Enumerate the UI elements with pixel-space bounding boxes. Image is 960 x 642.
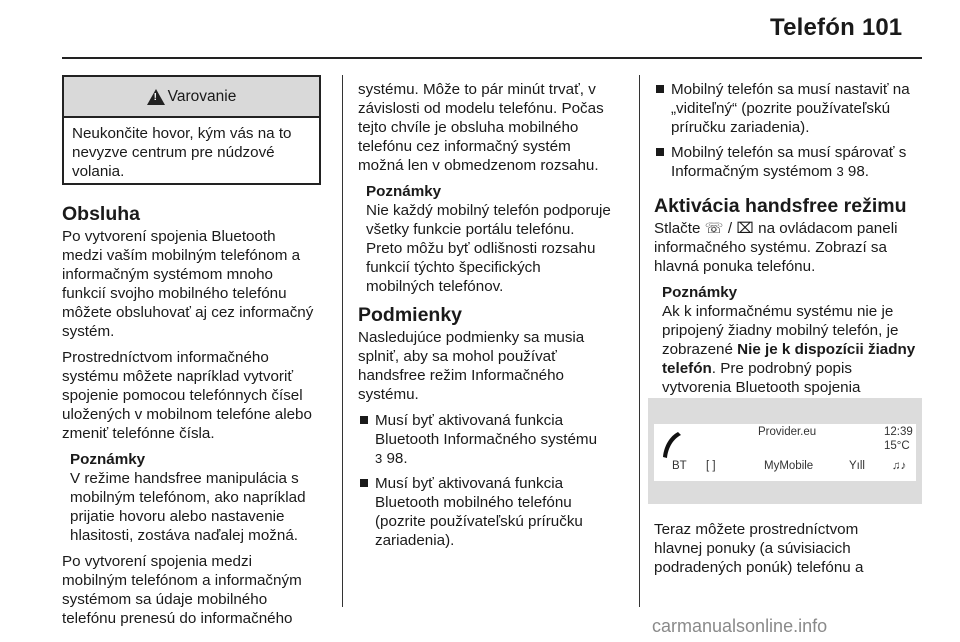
text-line: funkcií svojho mobilného telefónu [62,285,287,302]
text-line: telefónu cez informačný systém [358,138,571,155]
text-line: zariadenia). [375,532,455,549]
text-line: spojenie pomocou telefónnych čísel [62,387,303,404]
display-screen [654,424,916,481]
text-fragment: Informačným systémom [671,163,833,180]
text-fragment: na ovládacom paneli [758,220,898,237]
text-line: Preto môžu byť odlišnosti rozsahu [366,240,596,257]
text-line: Prostredníctvom informačného [62,349,269,366]
warning-box [62,75,321,185]
paragraph [654,219,928,276]
page-number: 101 [862,14,903,41]
text-line: Po vytvorení spojenia medzi [62,553,252,570]
page-reference[interactable]: 98. [847,163,870,180]
paragraph [62,227,332,341]
warning-title: Varovanie [167,87,237,105]
text-line: mobilných telefónov. [366,278,504,295]
text-line: handsfree režim Informačného [358,367,564,384]
text-line: mobilným telefónom, ako napríklad [70,489,306,506]
text-fragment: Stlačte [654,220,701,237]
mute-icon: ⌧ [736,220,754,237]
text-line: systému. [358,386,419,403]
text-line: systém. [62,323,115,340]
warning-line: Neukončite hovor, kým vás na to [72,125,292,142]
text-line: hlasitosti, zostáva naďalej možná. [70,527,298,544]
text-line: uložených v mobilnom telefóne alebo [62,406,312,423]
text-line [375,449,630,468]
text-line: Teraz môžete prostredníctvom [654,521,859,538]
text-line: Nie každý mobilný telefón podporuje [366,202,611,219]
warning-line: volania. [72,163,125,180]
music-icon: ♫♪ [892,460,907,472]
page-reference[interactable]: 98. [386,450,408,467]
text-line [671,162,928,181]
text-line: V režime handsfree manipulácia s [70,470,299,487]
column-divider [342,75,343,607]
text-line: tejto chvíle je obsluha mobilného [358,119,579,136]
warning-triangle-icon: ! [147,89,165,105]
temperature: 15°C [884,440,910,452]
bullet-square-icon [360,416,368,424]
clock: 12:39 [884,426,913,438]
column-divider [639,75,640,607]
section-heading-obsluha: Obsluha [62,203,141,225]
text-line: podradených ponúk) telefónu a [654,559,864,576]
text-line: splniť, aby sa mohol používať [358,348,557,365]
text-line [662,359,928,378]
text-line: systémom sa údaje mobilného [62,591,268,608]
column-1 [62,195,332,635]
page-reference-icon: 3 [836,164,844,179]
text-line: Nasledujúce podmienky sa musia [358,329,585,346]
text-line: mobilným telefónom a informačným [62,572,302,589]
text-fragment: / [727,220,733,237]
text-line: Mobilný telefón sa musí nastaviť na [671,81,910,98]
text-line: systému môžete napríklad vytvoriť [62,368,294,385]
text-line: môžete obsluhovať aj cez informačný [62,304,314,321]
text-line: Bluetooth mobilného telefónu [375,494,572,511]
text-line: vytvorenia Bluetooth spojenia [662,379,861,396]
paragraph [62,348,332,443]
text-line: príručku zariadenia). [671,119,810,136]
warning-header [64,77,319,118]
text-line: všetky funkcie portálu telefónu. [366,221,575,238]
bullet-square-icon [656,85,664,93]
text-line: pripojený žiadny mobilný telefón, je [662,322,899,339]
text-line: „viditeľný“ (pozrite používateľskú [671,100,891,117]
text-line: telefónu prenesú do informačného [62,610,293,627]
bullet-square-icon [656,148,664,156]
provider-name: Provider.eu [758,426,817,438]
note-title: Poznámky [662,284,738,301]
text-line: zmeniť telefónne čísla. [62,425,215,442]
bracket-indicator: [ ] [706,460,716,472]
text-line [662,340,928,359]
note-title: Poznámky [70,451,146,468]
display-screenshot [648,398,922,504]
warning-line: nevyzve centrum pre núdzové [72,144,275,161]
page-header-title: Telefón [770,14,855,41]
note-title: Poznámky [366,183,442,200]
column-2 [358,80,630,556]
bluetooth-label: BT [672,460,687,472]
note [62,450,332,545]
text-fragment: Nie je k dispozícii žiadny [737,341,916,358]
note [358,182,630,296]
bullet-item [654,80,928,137]
header-rule [62,57,922,59]
text-line: Bluetooth Informačného systému [375,431,598,448]
text-line: Ak k informačnému systému nie je [662,303,894,320]
text-line: medzi vaším mobilným telefónom a [62,247,301,264]
bullet-item [654,143,928,181]
text-line: informačným systémom mnoho [62,266,274,283]
text-line: Musí byť aktivovaná funkcia [375,475,564,492]
text-line: možná len v obmedzenom rozsahu. [358,157,599,174]
note [654,283,928,416]
phone-name: MyMobile [764,460,814,472]
text-line: závislosti od modelu telefónu. Počas [358,100,604,117]
section-heading-podmienky: Podmienky [358,304,463,326]
signal-strength-icon: Yıll [849,460,865,472]
warning-text [64,118,319,187]
handset-icon [660,430,684,460]
text-line: prijatie hovoru alebo nastavenie [70,508,285,525]
text-line: Musí byť aktivovaná funkcia [375,412,564,429]
text-line: systému. Môže to pár minút trvať, v [358,81,596,98]
text-line: Po vytvorení spojenia Bluetooth [62,228,276,245]
text-line: hlavná ponuka telefónu. [654,258,816,275]
paragraph [358,80,630,175]
text-fragment: . Pre podrobný popis [711,360,852,377]
paragraph [62,552,332,628]
section-heading-aktivacia: Aktivácia handsfree režimu [654,195,907,217]
watermark: carmanualsonline.info [652,616,828,636]
text-line [654,219,928,238]
phone-icon: ☏ [704,220,724,237]
bullet-square-icon [360,479,368,487]
text-fragment: zobrazené [662,341,733,358]
text-line: hlavnej ponuky (a súvisiacich [654,540,851,557]
paragraph [358,328,630,404]
text-line: informačného systému. Zobrazí sa [654,239,887,256]
column-3 [654,80,928,423]
text-line: (pozrite používateľskú príručku [375,513,583,530]
page-reference-icon: 3 [375,451,383,466]
bullet-item [358,474,630,550]
bullet-item [358,411,630,468]
text-fragment: telefón [662,360,712,377]
text-line: Mobilný telefón sa musí spárovať s [671,144,907,161]
column-3-continued [654,520,928,577]
text-line: funkcií týchto špecifických [366,259,541,276]
